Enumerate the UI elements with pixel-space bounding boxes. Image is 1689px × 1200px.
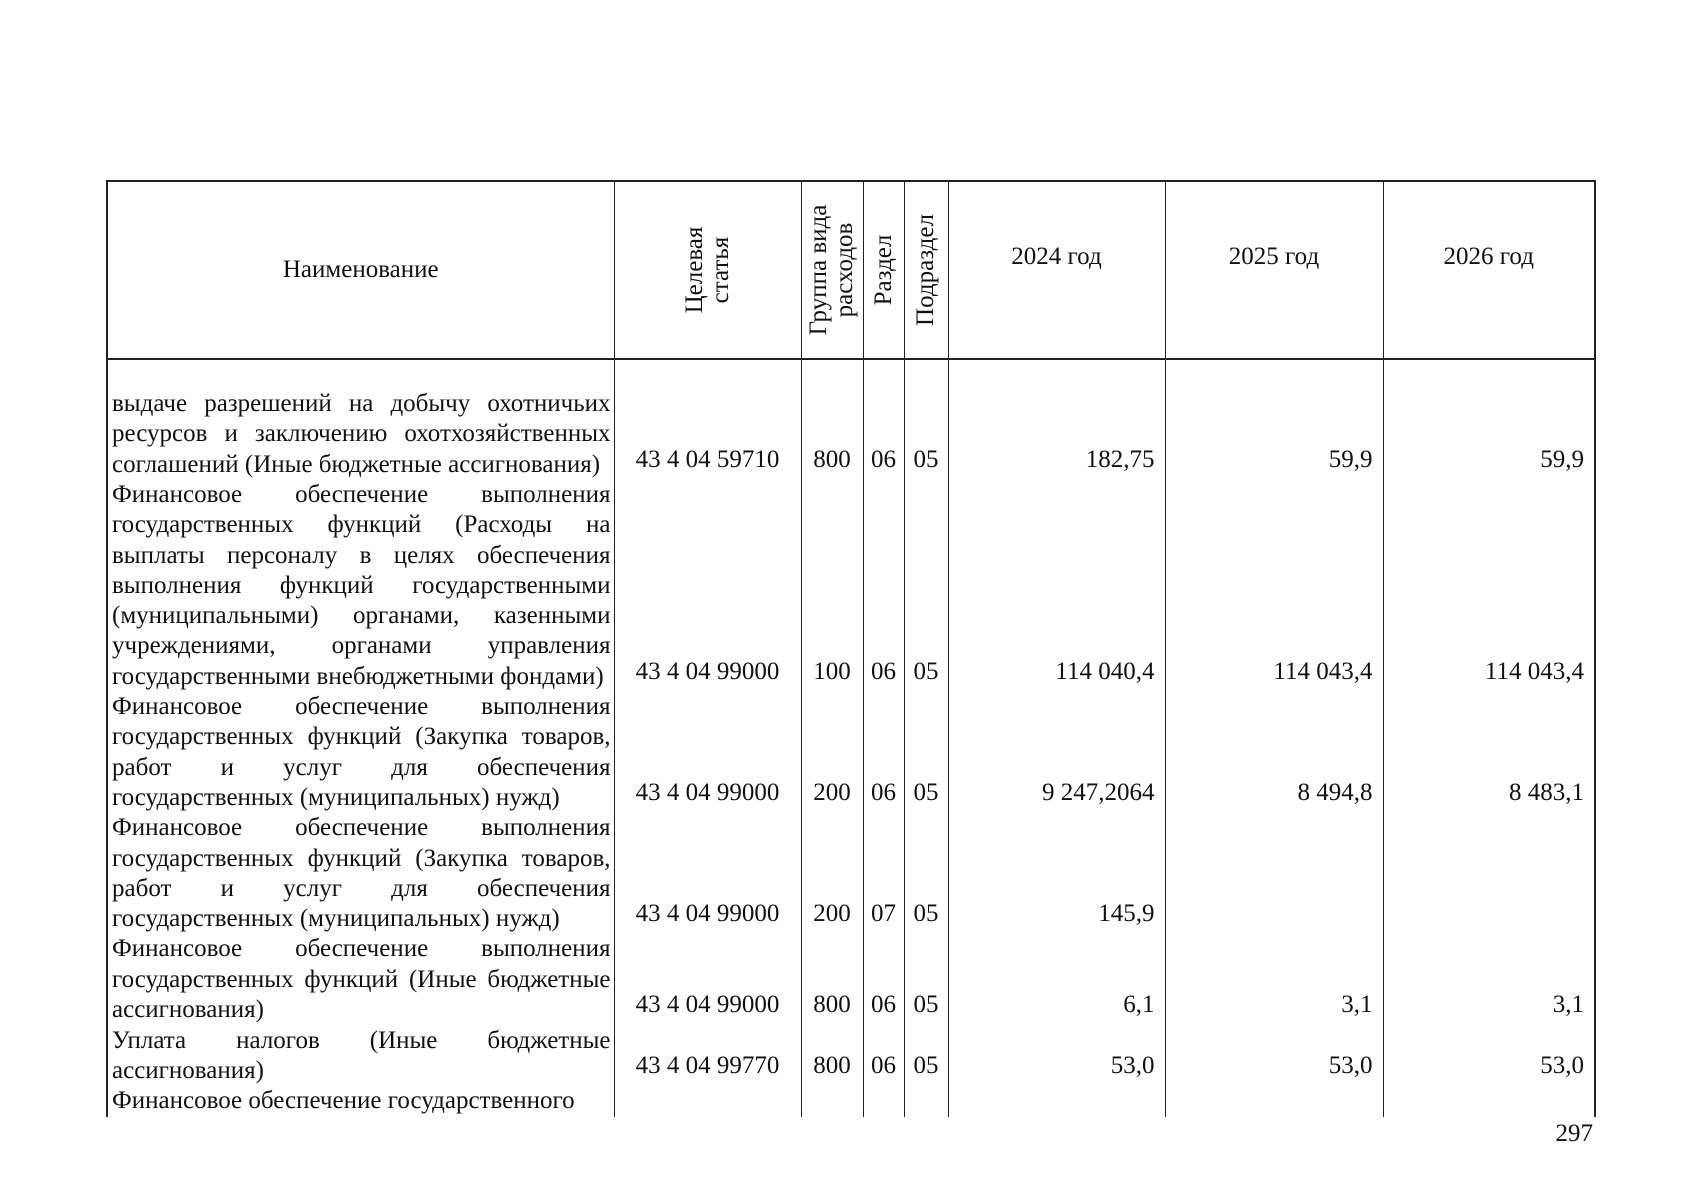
row-value-2026: 114 043,4 <box>1383 480 1595 692</box>
row-value-2024: 6,1 <box>948 934 1165 1025</box>
row-section: 06 <box>863 692 904 813</box>
table-row <box>107 480 1595 692</box>
row-value-2024: 182,75 <box>948 359 1165 480</box>
header-year-2024: 2024 год <box>948 181 1165 359</box>
row-value-2026: 53,0 <box>1383 1025 1595 1086</box>
row-section <box>863 1086 904 1116</box>
row-name: Финансовое обеспечение государственного <box>107 1086 614 1116</box>
row-name: Финансовое обеспечение выполнения государственных функций (Закупка товаров, работ и услуг для обеспечения государственных (муниципальных) нужд) <box>107 692 614 813</box>
row-value-2025: 59,9 <box>1165 359 1383 480</box>
row-target-article: 43 4 04 99000 <box>614 813 801 934</box>
row-value-2024: 114 040,4 <box>948 480 1165 692</box>
row-section: 06 <box>863 480 904 692</box>
header-target-article: Целевая статья <box>614 181 801 359</box>
row-expense-group: 200 <box>801 813 863 934</box>
row-value-2025: 8 494,8 <box>1165 692 1383 813</box>
row-value-2024 <box>948 1086 1165 1116</box>
row-expense-group: 100 <box>801 480 863 692</box>
table-row <box>107 813 1595 934</box>
row-value-2025: 3,1 <box>1165 934 1383 1025</box>
table-header <box>107 181 1595 359</box>
row-value-2026: 3,1 <box>1383 934 1595 1025</box>
row-value-2024: 145,9 <box>948 813 1165 934</box>
row-target-article: 43 4 04 99000 <box>614 934 801 1025</box>
row-value-2026: 8 483,1 <box>1383 692 1595 813</box>
row-value-2025: 114 043,4 <box>1165 480 1383 692</box>
row-section: 06 <box>863 934 904 1025</box>
row-target-article: 43 4 04 59710 <box>614 359 801 480</box>
header-year-2025: 2025 год <box>1165 181 1383 359</box>
row-name: выдаче разрешений на добычу охотничьих ресурсов и заключению охотхозяйственных соглашений (Иные бюджетные ассигнования) <box>107 359 614 480</box>
row-section: 07 <box>863 813 904 934</box>
row-subsection: 05 <box>904 692 948 813</box>
row-value-2025 <box>1165 1086 1383 1116</box>
row-name: Финансовое обеспечение выполнения государственных функций (Закупка товаров, работ и услуг для обеспечения государственных (муниципальных) нужд) <box>107 813 614 934</box>
row-subsection: 05 <box>904 359 948 480</box>
row-expense-group <box>801 1086 863 1116</box>
row-expense-group: 200 <box>801 692 863 813</box>
table-row <box>107 359 1595 480</box>
row-subsection: 05 <box>904 1025 948 1086</box>
row-subsection <box>904 1086 948 1116</box>
table-row <box>107 1025 1595 1086</box>
row-expense-group: 800 <box>801 934 863 1025</box>
row-expense-group: 800 <box>801 1025 863 1086</box>
row-expense-group: 800 <box>801 359 863 480</box>
row-value-2024: 9 247,2064 <box>948 692 1165 813</box>
row-value-2026: 59,9 <box>1383 359 1595 480</box>
budget-table <box>106 180 1596 1117</box>
row-value-2025 <box>1165 813 1383 934</box>
header-expense-group: Группа вида расходов <box>801 181 863 359</box>
row-value-2026 <box>1383 813 1595 934</box>
row-target-article: 43 4 04 99000 <box>614 692 801 813</box>
row-name: Уплата налогов (Иные бюджетные ассигнования) <box>107 1025 614 1086</box>
row-value-2026 <box>1383 1086 1595 1116</box>
row-name: Финансовое обеспечение выполнения государственных функций (Расходы на выплаты персоналу в целях обеспечения выполнения функций государственными (муниципальными) органами, казенными учреждениями, органами управления государственными внебюджетными фондами) <box>107 480 614 692</box>
row-target-article: 43 4 04 99770 <box>614 1025 801 1086</box>
header-section: Раздел <box>863 181 904 359</box>
row-section: 06 <box>863 359 904 480</box>
table-row <box>107 1086 1595 1116</box>
header-name: Наименование <box>107 181 614 359</box>
table-body <box>107 359 1595 1117</box>
row-section: 06 <box>863 1025 904 1086</box>
row-value-2024: 53,0 <box>948 1025 1165 1086</box>
row-target-article: 43 4 04 99000 <box>614 480 801 692</box>
row-subsection: 05 <box>904 480 948 692</box>
page-number: 297 <box>1555 1120 1593 1147</box>
row-subsection: 05 <box>904 813 948 934</box>
row-value-2025: 53,0 <box>1165 1025 1383 1086</box>
row-subsection: 05 <box>904 934 948 1025</box>
row-name: Финансовое обеспечение выполнения государственных функций (Иные бюджетные ассигнования) <box>107 934 614 1025</box>
table-row <box>107 934 1595 1025</box>
header-year-2026: 2026 год <box>1383 181 1595 359</box>
table-row <box>107 692 1595 813</box>
header-subsection: Подраздел <box>904 181 948 359</box>
row-target-article <box>614 1086 801 1116</box>
